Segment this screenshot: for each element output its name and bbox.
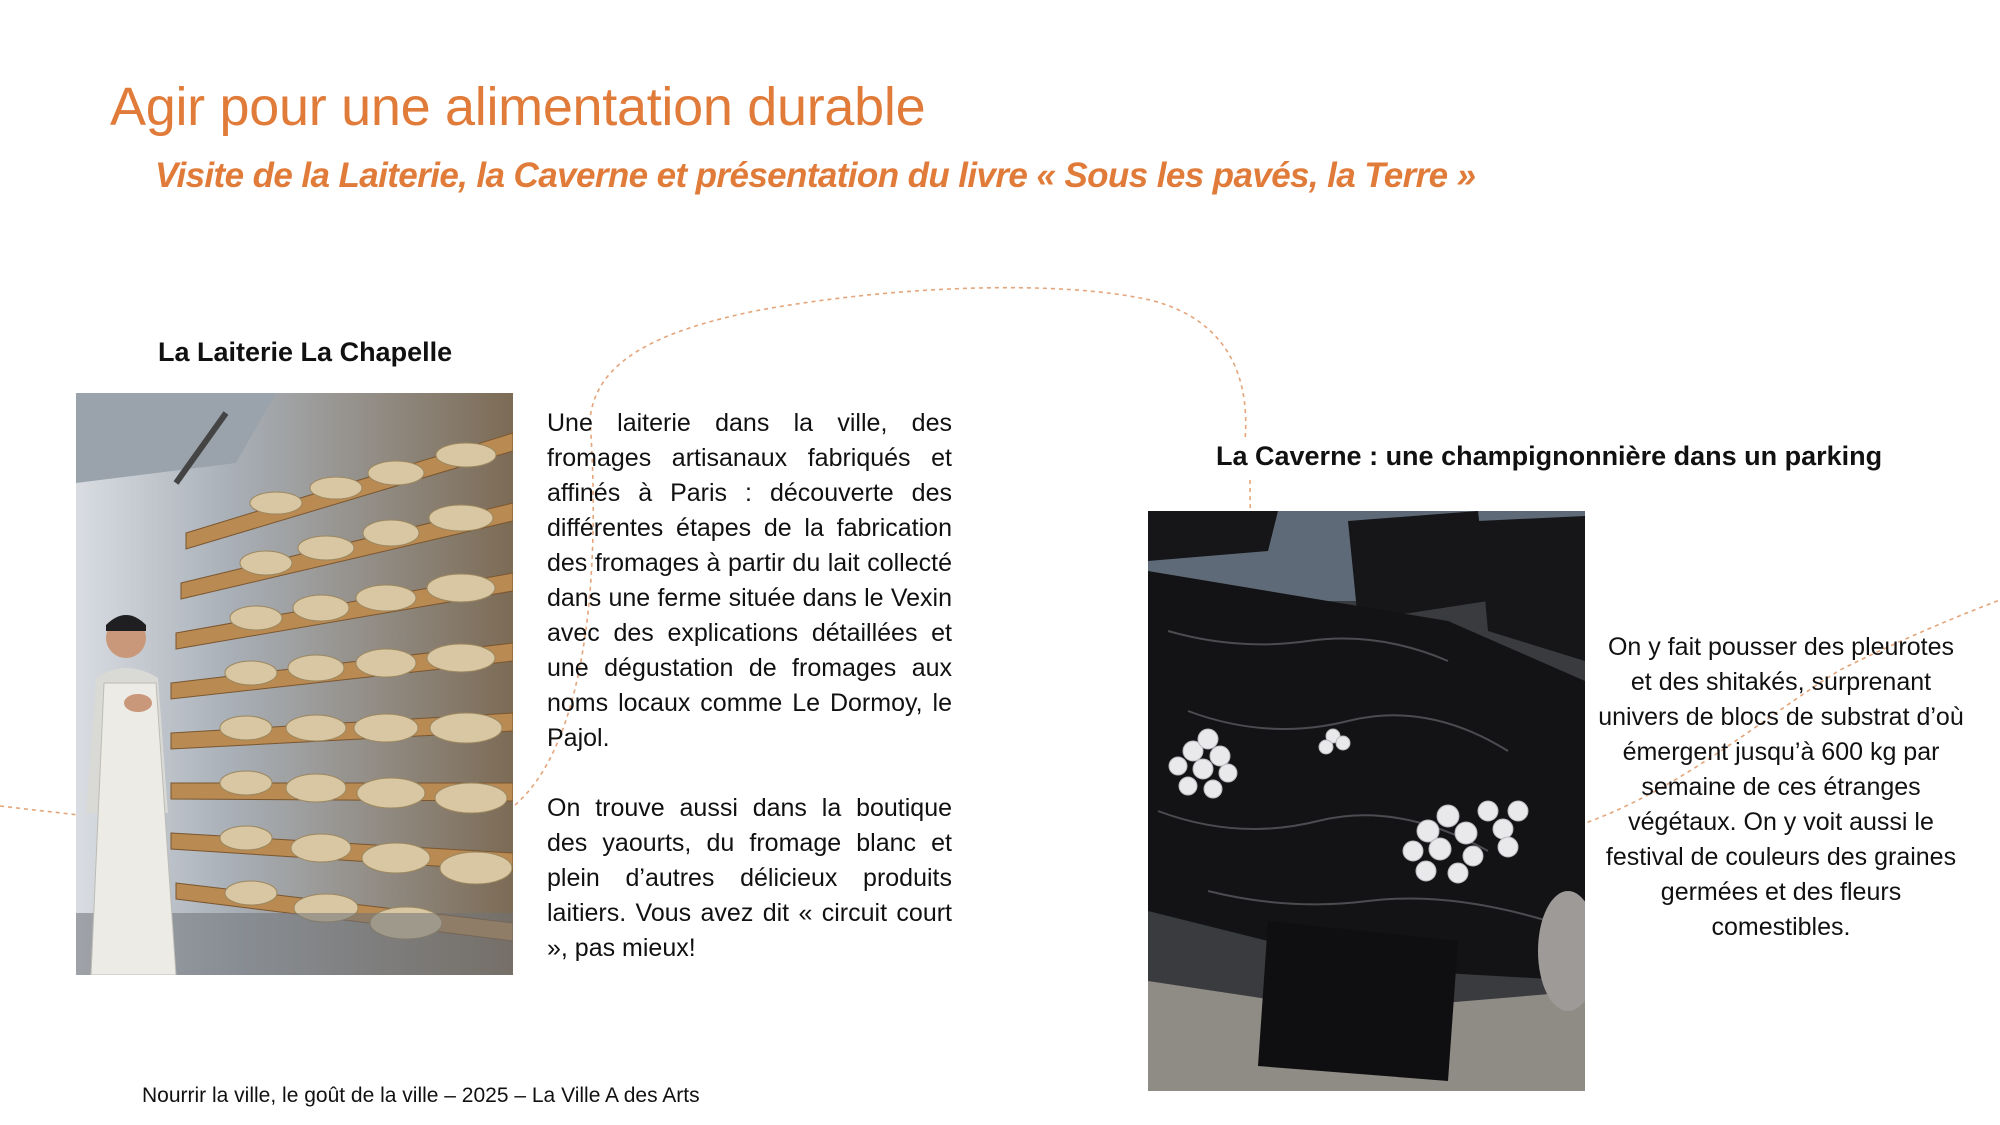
slide-title: Agir pour une alimentation durable bbox=[110, 77, 926, 137]
cheese-cellar-photo bbox=[76, 393, 513, 975]
laiterie-heading: La Laiterie La Chapelle bbox=[158, 337, 453, 367]
cheese-cellar-illustration bbox=[76, 393, 513, 975]
caverne-description: On y fait pousser des pleurotes et des shitakés, surprenant univers de blocs de substrat d’où émergent jusqu’à 600 kg par semaine de ces étranges végétaux. On y voit aussi le festival de couleurs des graines germées et des fleurs comestibles. bbox=[1598, 633, 1964, 941]
laiterie-paragraph-2: On trouve aussi dans la boutique des yaourts, du fromage blanc et plein d’autres délicieux produits laitiers. Vous avez dit « circuit court », pas mieux! bbox=[547, 794, 952, 962]
footer-text: Nourrir la ville, le goût de la ville – 2025 – La Ville A des Arts bbox=[142, 1084, 700, 1107]
mushroom-farm-illustration bbox=[1148, 511, 1585, 1091]
slide-subtitle: Visite de la Laiterie, la Caverne et présentation du livre « Sous les pavés, la Terre » bbox=[155, 156, 1476, 195]
caverne-heading: La Caverne : une champignonnière dans un parking bbox=[1216, 441, 1883, 471]
laiterie-description bbox=[547, 406, 952, 1001]
mushroom-farm-photo bbox=[1148, 511, 1585, 1091]
laiterie-paragraph-1: Une laiterie dans la ville, des fromages artisanaux fabriqués et affinés à Paris : découverte des différentes étapes de la fabrication des fromages à partir du lait collecté dans une ferme située dans le Vexin avec des explications détaillées et une dégustation de fromages aux noms locaux comme Le Dormoy, le Pajol. bbox=[547, 409, 952, 752]
